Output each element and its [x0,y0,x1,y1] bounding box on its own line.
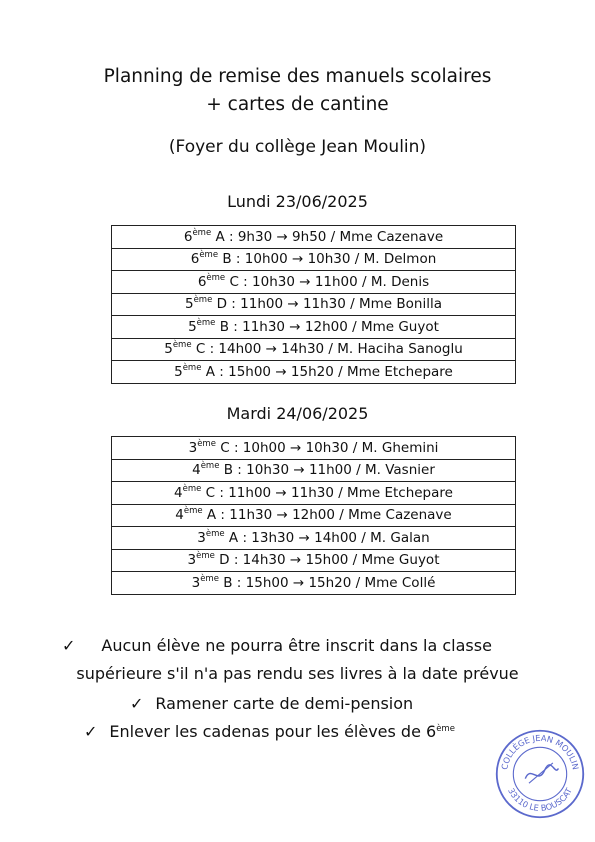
schedule-row [112,437,516,460]
svg-text:33110 LE BOUSCAT [506,785,574,812]
slot-details: B : 11h30 → 12h00 / Mme Guyot [215,318,439,335]
class-level-superscript: ème [196,551,215,562]
slot-details: A : 13h30 → 14h00 / M. Galan [224,529,430,546]
note-3-superscript: ème [436,724,455,734]
note-3 [84,722,455,741]
slot-details: B : 10h00 → 10h30 / M. Delmon [218,251,437,268]
schedule-cell [112,293,516,316]
page-title-line2: + cartes de cantine [206,94,389,115]
schedule-cell [112,549,516,572]
schedule-cell [112,482,516,505]
svg-text:COLLÈGE JEAN MOULIN [499,733,581,771]
class-level-superscript: ème [205,528,225,539]
schedule-cell [112,248,516,271]
class-level-superscript: ème [183,506,203,517]
slot-details: B : 15h00 → 15h20 / Mme Collé [218,574,436,591]
schedule-cell [112,271,516,294]
schedule-cell [112,361,516,384]
class-level: 3 [187,552,197,569]
checkmark-icon: ✓ [130,694,144,713]
schedule-row [112,482,516,505]
slot-details: C : 10h30 → 11h00 / M. Denis [225,273,430,290]
note-3-text: Enlever les cadenas pour les élèves de 6 [109,722,437,741]
slot-details: C : 10h00 → 10h30 / M. Ghemini [215,439,439,456]
class-level: 4 [175,507,184,524]
class-level-superscript: ème [200,573,219,584]
class-level-superscript: ème [197,438,216,449]
class-level: 4 [192,462,201,479]
schedule-row [112,504,516,527]
schedule-cell [112,437,516,460]
note-1-text-a: Aucun élève ne pourra être inscrit dans la classe [101,636,492,655]
note-1-line-2: supérieure s'il n'a pas rendu ses livres à la date prévue [76,664,519,683]
schedule-cell [112,338,516,361]
note-2 [130,694,413,713]
slot-details: C : 11h00 → 11h30 / Mme Etchepare [201,484,453,501]
schedule-cell [112,504,516,527]
schedule-table-monday [111,225,516,384]
note-1-line-1 [62,636,492,655]
stamp-top-text: COLLÈGE JEAN MOULIN [499,732,581,771]
class-level: 5 [184,296,194,313]
class-level-superscript: ème [172,340,192,351]
stamp-bottom-text: 33110 LE BOUSCAT [506,786,574,813]
slot-details: A : 9h30 → 9h50 / Mme Cazenave [211,228,444,245]
schedule-cell [112,226,516,249]
class-level: 5 [188,318,197,335]
class-level-superscript: ème [196,317,216,328]
class-level: 6 [197,273,207,290]
day-heading-monday: Lundi 23/06/2025 [227,192,368,211]
page-title-line1: Planning de remise des manuels scolaires [103,66,492,87]
checkmark-icon: ✓ [62,636,76,655]
schedule-cell [112,316,516,339]
class-level: 3 [191,574,201,591]
schedule-cell [112,572,516,595]
schedule-row [112,316,516,339]
slot-details: D : 14h30 → 15h00 / Mme Guyot [214,552,440,569]
schedule-row [112,338,516,361]
schedule-row [112,226,516,249]
class-level-superscript: ème [192,227,212,238]
schedule-cell [112,527,516,550]
class-level: 3 [197,529,206,546]
location-subtitle: (Foyer du collège Jean Moulin) [168,137,427,157]
school-stamp-icon [494,728,586,820]
note-2-text: Ramener carte de demi-pension [155,694,414,713]
class-level: 5 [174,363,183,380]
class-level: 6 [183,228,193,245]
schedule-row [112,459,516,482]
class-level-superscript: ème [182,362,202,373]
slot-details: B : 10h30 → 11h00 / M. Vasnier [219,462,435,479]
class-level: 6 [190,251,200,268]
class-level: 3 [188,439,198,456]
class-level-superscript: ème [193,295,213,306]
class-level-superscript: ème [206,272,226,283]
schedule-row [112,572,516,595]
schedule-row [112,527,516,550]
slot-details: A : 15h00 → 15h20 / Mme Etchepare [201,363,453,380]
class-level-superscript: ème [182,483,202,494]
schedule-cell [112,459,516,482]
day-heading-tuesday: Mardi 24/06/2025 [226,404,369,423]
schedule-row [112,293,516,316]
class-level-superscript: ème [200,461,220,472]
schedule-table-tuesday [111,436,516,595]
schedule-row [112,549,516,572]
slot-details: C : 14h00 → 14h30 / M. Haciha Sanoglu [191,341,463,358]
slot-details: D : 11h00 → 11h30 / Mme Bonilla [212,296,442,313]
class-level: 5 [164,341,173,358]
schedule-row [112,361,516,384]
class-level-superscript: ème [199,250,219,261]
checkmark-icon: ✓ [84,722,98,741]
slot-details: A : 11h30 → 12h00 / Mme Cazenave [202,507,452,524]
schedule-row [112,271,516,294]
class-level: 4 [174,484,183,501]
schedule-row [112,248,516,271]
